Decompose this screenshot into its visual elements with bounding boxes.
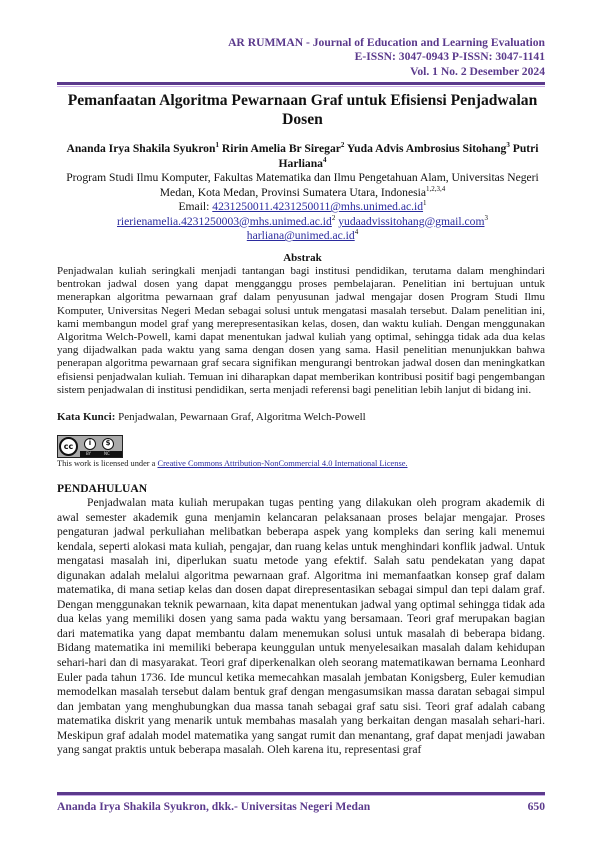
email-link[interactable]: harliana@unimed.ac.id (246, 229, 355, 243)
cc-license-badge[interactable] (57, 435, 123, 458)
noncommercial-icon: $ (102, 438, 114, 450)
email-list (50, 200, 555, 244)
author-name: Ananda Irya Shakila Syukron (66, 142, 216, 155)
keywords-label: Kata Kunci: (57, 411, 116, 423)
header-divider-light (57, 86, 545, 87)
abstract-heading: Abstrak (283, 252, 322, 264)
cc-icon: cc (59, 437, 78, 456)
keywords-text: Penjadwalan, Pewarnaan Graf, Algoritma Welch-Powell (118, 411, 366, 423)
page-number: 650 (527, 800, 545, 813)
by-label: BY (86, 451, 91, 456)
email-link[interactable]: yudaadvissitohang@gmail.com (338, 214, 485, 228)
author-mark: 3 (506, 141, 510, 150)
footer-divider-light (57, 795, 545, 796)
author-name: Putri Harliana (278, 142, 539, 170)
email-mark: 3 (484, 213, 488, 222)
author-name: Yuda Advis Ambrosius Sitohang (346, 142, 507, 155)
section-heading-pendahuluan: PENDAHULUAN (57, 482, 148, 495)
journal-header (228, 36, 545, 79)
journal-name: AR RUMMAN - Journal of Education and Learning Evaluation (228, 36, 545, 49)
license-link[interactable]: Creative Commons Attribution-NonCommercial 4.0 International License. (157, 459, 408, 468)
journal-volume: Vol. 1 No. 2 Desember 2024 (410, 64, 545, 78)
header-divider (57, 82, 545, 85)
keywords (57, 411, 545, 424)
email-link[interactable]: 4231250011.4231250011@mhs.unimed.ac.id (212, 200, 424, 213)
email-link[interactable]: rierienamelia.4231250003@mhs.unimed.ac.id (117, 214, 332, 228)
author-list (50, 142, 555, 171)
license-statement (57, 458, 408, 469)
email-mark: 2 (331, 213, 336, 222)
running-footer-author: Ananda Irya Shakila Syukron, dkk.- Universitas Negeri Medan (57, 800, 371, 813)
affiliation-marks: 1,2,3,4 (426, 184, 446, 193)
cc-badge-bar (80, 451, 122, 457)
attribution-icon: i (84, 438, 96, 450)
abstract-text: Penjadwalan kuliah seringkali menjadi tantangan bagi institusi pendidikan, terutama dalam menghindari bentrokan jadwal dosen yang dapat mengganggu proses pembelajaran. Penelitian ini bertujuan untuk menerapkan algoritma pewarnaan graf dalam penyusunan jadwal mengajar dosen Program Studi Ilmu Komputer, Universitas Negeri Medan sebagai solusi untuk mengatasi masalah tersebut. Dalam penelitian ini, kami membangun model graf yang merepresentasikan kelas, dosen, dan waktu kuliah. Dengan menggunakan Algoritma Welch-Powell, kami dapat menentukan jadwal kuliah yang optimal, sehingga tidak ada dua kelas yang dijadwalkan pada waktu yang sama dengan dosen yang sama. Hasil penelitian menunjukkan bahwa penerapan algoritma pewarnaan graf secara signifikan mengurangi bentrokan jadwal dosen dan meningkatkan efisiensi penjadwalan kuliah. Temuan ini diharapkan dapat memberikan kontribusi positif bagi pengembangan sistem penjadwalan di institusi pendidikan, serta menjadi referensi bagi penelitian lebih lanjut di bidang ini. (57, 265, 545, 396)
journal-issn: E-ISSN: 3047-0943 P-ISSN: 3047-1141 (354, 50, 545, 64)
affiliation (50, 171, 555, 200)
license-prefix: This work is licensed under a (57, 459, 158, 468)
author-mark: 2 (340, 141, 345, 150)
intro-paragraph: Penjadwalan mata kuliah merupakan tugas penting yang dilakukan oleh program akademik di awal semester akademik guna menjamin kelancaran pelaksanaan proses belajar mengajar. Proses pengaturan jadwal perkuliahan melibatkan beberapa aspek yang kompleks dan sering kali menemui kendala, seperti alokasi mata kuliah, pengajar, dan ruang kelas untuk menghindari konflik jadwal. Untuk mengatasi masalah ini, diperlukan suatu metode yang efektif. Salah satu pendekatan yang dapat digunakan adalah melalui algoritma pewarnaan graf. Algoritma ini memanfaatkan konsep graf dalam matematika, di mana setiap kelas dan dosen dapat direpresentasikan sebagai simpul dan tepi dalam graf. Dengan menggunakan teknik pewarnaan, kita dapat menentukan jadwal yang optimal sehingga tidak ada dua kelas yang memiliki dosen yang sama pada waktu yang bersamaan. Teori graf merupakan bagian dari matematika yang dapat membantu dalam menemukan solusi untuk masalah di beberapa bidang. Bidang matematika ini memiliki beberapa keunggulan untuk menyelesaikan masalah dalam kehidupan sehari-hari dan di masyarakat. Teori graf diperkenalkan oleh seorang matematikawan bernama Leonhard Euler pada tahun 1736. Ide muncul ketika memecahkan masalah jembatan Konigsberg, Euler kemudian memodelkan masalah tersebut dalam bentuk graf dengan mengasumsikan massa daratan sebagai simpul dan jembatan yang menghubungkan dua massa tanah sebagai graf satu sisi. Teori graf adalah cabang matematika diskrit yang menarik untuk membahas masalah yang berkaitan dengan masalah sehari-hari. Meskipun graf adalah model matematika yang sangat rumit dan menantang, graf dapat menjadi jawaban yang sangat praktis untuk beberapa masalah. Oleh karena itu, representasi graf (57, 496, 545, 757)
email-mark: 1 (423, 199, 427, 208)
author-mark: 4 (322, 155, 327, 164)
author-name: Ririn Amelia Br Siregar (221, 142, 341, 155)
affiliation-text: Program Studi Ilmu Komputer, Fakultas Matematika dan Ilmu Pengetahuan Alam, Universitas Negeri Medan, Kota Medan, Provinsi Sumatera Utara, Indonesia (66, 171, 539, 199)
nc-label: NC (104, 451, 110, 456)
paper-title: Pemanfaatan Algoritma Pewarnaan Graf untuk Efisiensi Penjadwalan Dosen (67, 92, 538, 128)
author-mark: 1 (215, 141, 219, 150)
email-mark: 4 (354, 228, 359, 237)
email-label: Email: (178, 200, 210, 213)
